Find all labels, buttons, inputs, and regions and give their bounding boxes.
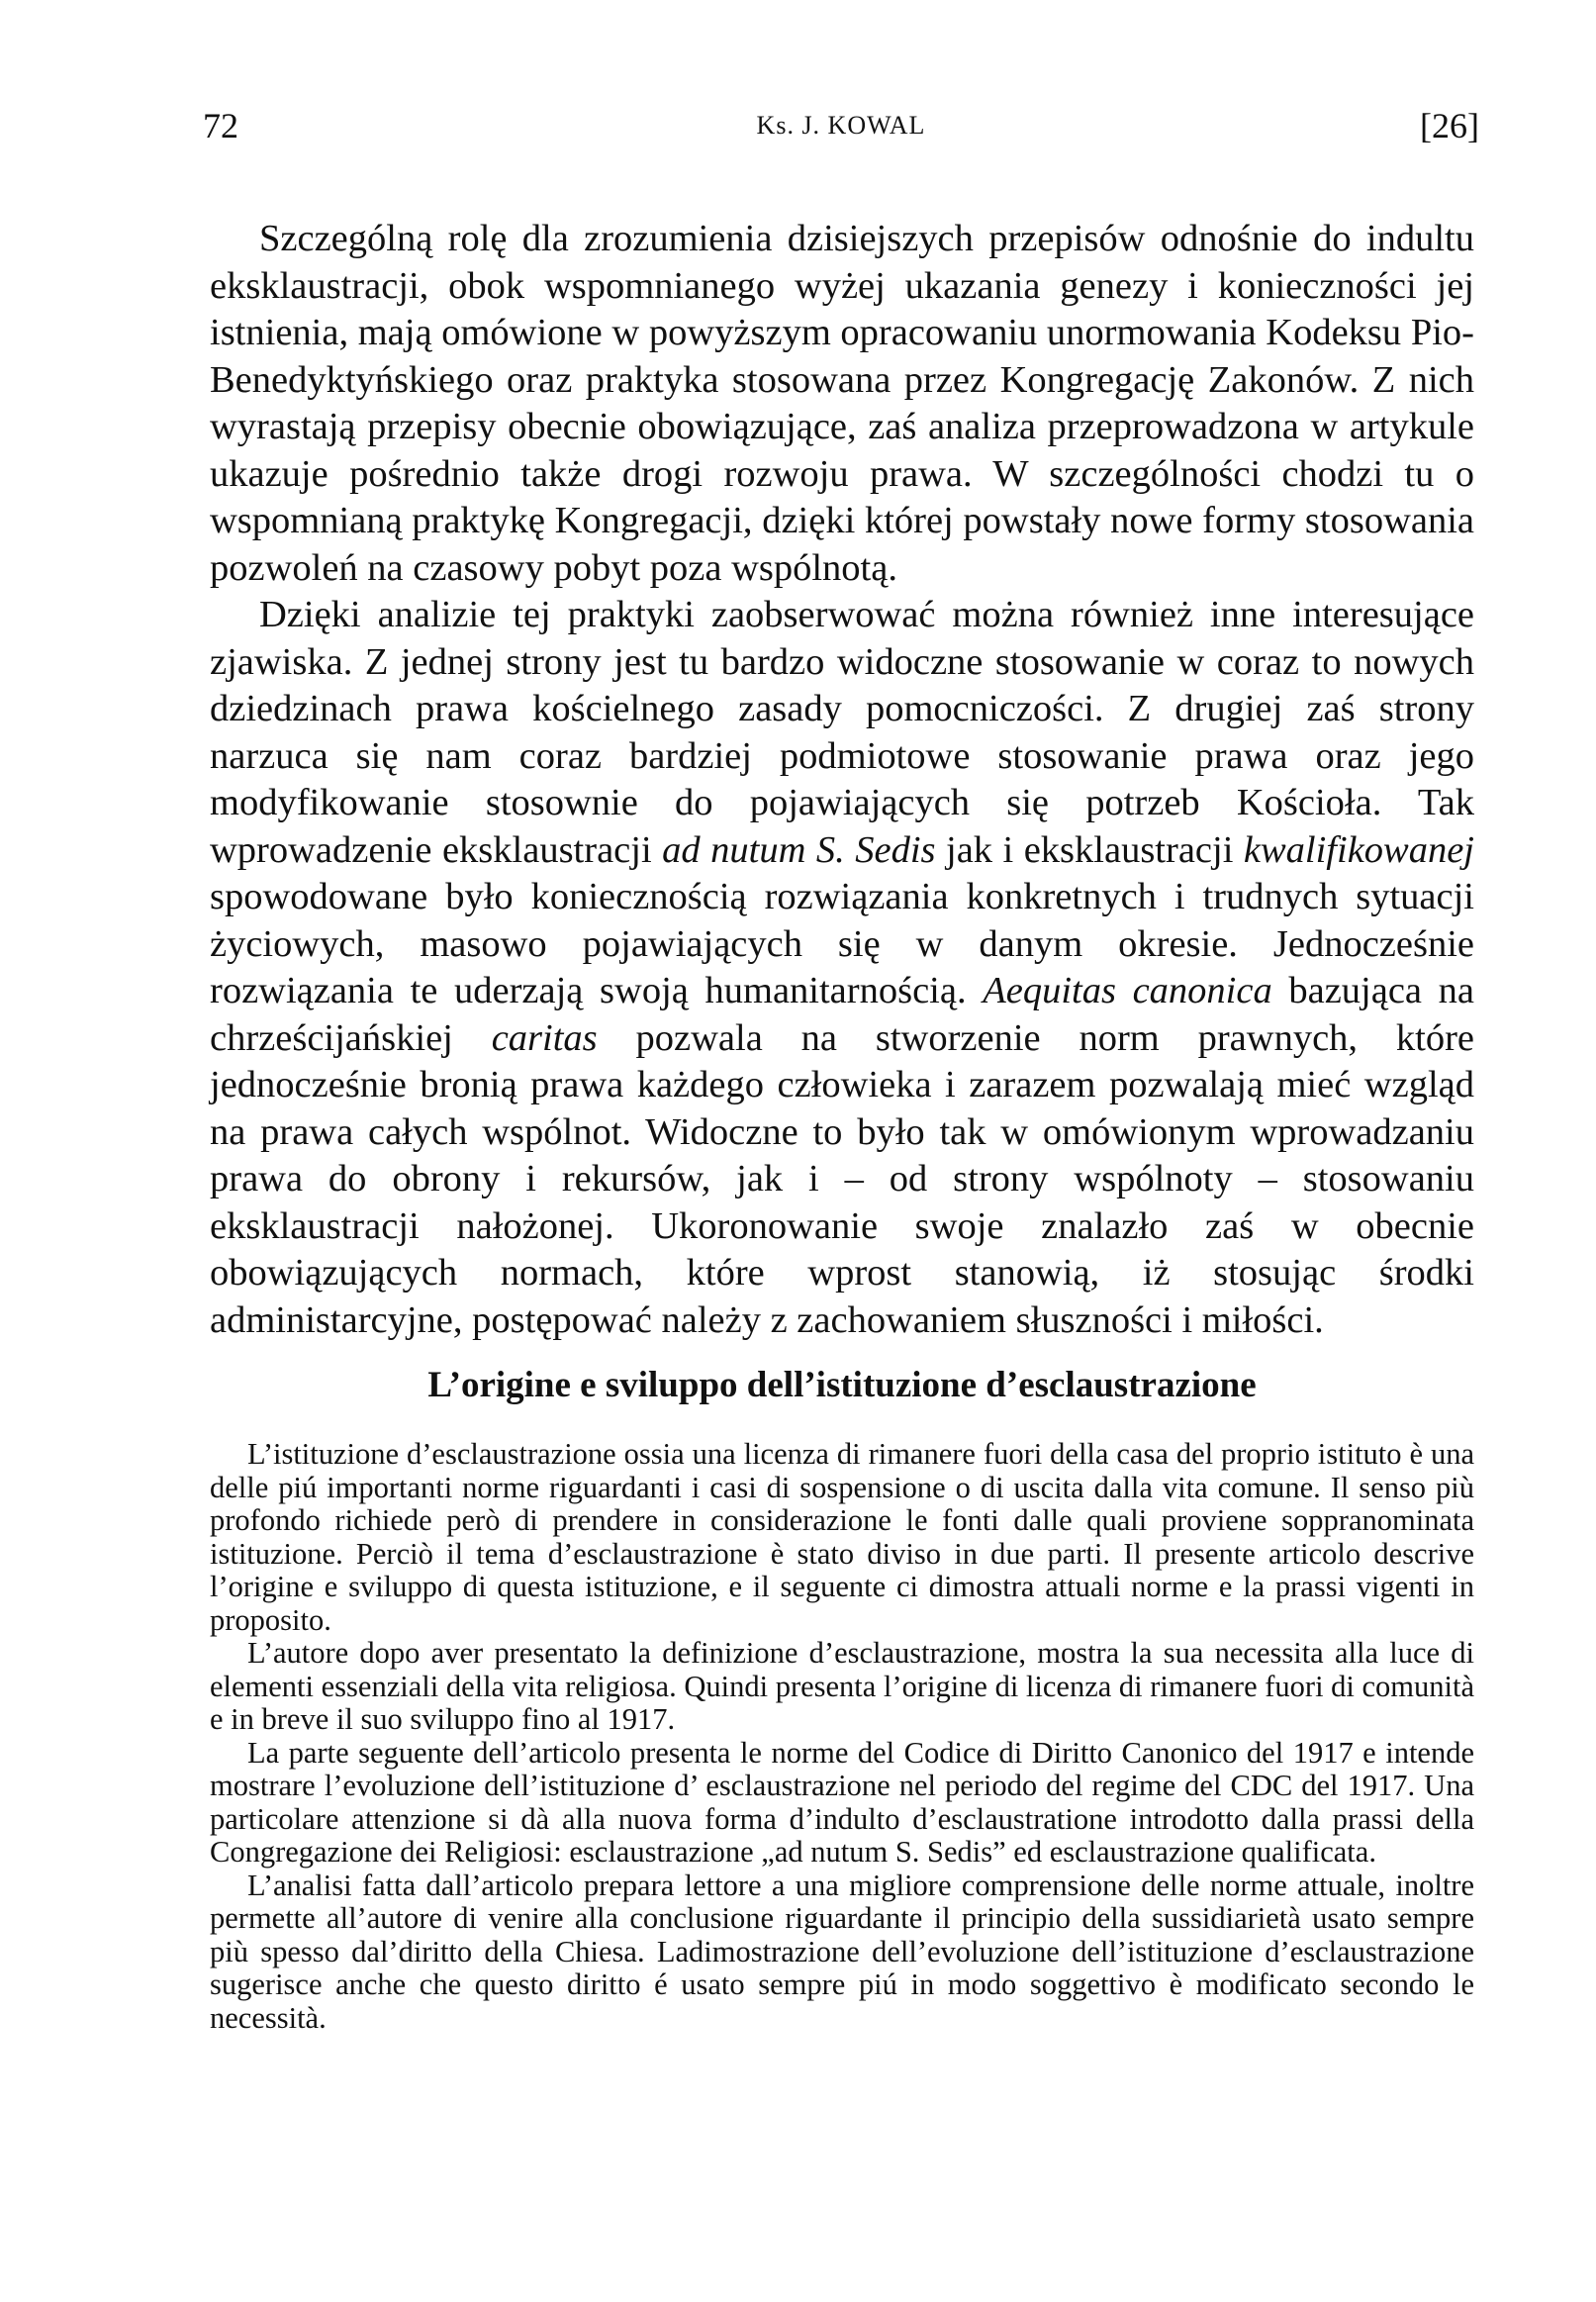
summary-title: L’origine e sviluppo dell’istituzione d’esclaustrazione [427,1365,1257,1405]
body-paragraph-2-text-1: Dzięki analizie tej praktyki zaobserwować można również inne interesujące zjawiska. Z jednej strony jest tu bardzo widoczne stosowanie w coraz to nowych dziedzinach prawa kościelnego zasady pomocniczości. Z drugiej zaś strony narzuca się nam coraz bardziej podmiotowe stosowanie prawa oraz jego modyfikowanie stosownie do pojawiających się potrzeb Kościoła. Tak wprowadzenie eksklaustracji [210,594,1474,871]
italic-aequitas-canonica: Aequitas canonica [983,970,1272,1011]
body-paragraph-1: Szczególną rolę dla zrozumienia dzisiejszych przepisów odnośnie do indultu eksklaustracji, obok wspomnianego wyżej ukazania genezy i konieczności jej istnienia, mają omówione w powyższym opracowaniu unormowania Kodeksu Pio-Benedyktyńskiego oraz praktyka stosowana przez Kongregację Zakonów. Z nich wyrastają przepisy obecnie obowiązujące, zaś analiza przeprowadzona w artykule ukazuje pośrednio także drogi rozwoju prawa. W szczególności chodzi tu o wspomnianą praktykę Kongregacji, dzięki której powstały nowe formy stosowania pozwoleń na czasowy pobyt poza wspólnotą. [210,218,1474,589]
body-paragraph-2-text-3: spowodowane było koniecznością rozwiązania konkretnych i trudnych sytuacji życiowych, masowo pojawiających się w danym okresie. Jednocześnie rozwiązania te uderzają swoją humanitarnością. [210,876,1474,1011]
body-paragraph-2-text-5: pozwala na stworzenie norm prawnych, które jednocześnie bronią prawa każdego człowieka i zarazem pozwalają mieć wzgląd na prawa całych wspólnot. Widoczne to było tak w omówionym wprowadzaniu prawa do obrony i rekursów, jak i – od strony wspólnoty – stosowaniu eksklaustracji nałożonej. Ukoronowanie swoje znalazło zaś w obecnie obowiązujących normach, które wprost stanowią, iż stosując środki administarcyjne, postępować należy z zachowaniem słuszności i miłości. [210,1016,1474,1341]
italic-kwalifikowanej: kwalifikowanej [1243,828,1474,871]
summary-paragraph-3: La parte seguente dell’articolo presenta le norme del Codice di Diritto Canonico del 1917 e intende mostrare l’evoluzione dell’istituzione d’ esclaustrazione nel periodo del regime del CDC del 1917. Una particolare attenzione si dà alla nuova forma d’indulto d’esclaustratione introdotto dalla prassi della Congregazione dei Religiosi: esclaustrazione „ad nutum S. Sedis” ed esclaustrazione qualificata. [210,1735,1474,1869]
running-head-author: Ks. J. KOWAL [756,111,926,140]
chapter-number: [26] [1420,106,1479,145]
body-paragraph-2-text-2: jak i eksklaustracji [935,828,1244,871]
summary-paragraph-2: L’autore dopo aver presentato la definizione d’esclaustrazione, mostra la sua necessita alla luce di elementi essenziali della vita religiosa. Quindi presenta l’origine di licenza di rimanere fuori di comunità e in breve il suo sviluppo fino al 1917. [210,1636,1475,1736]
summary-section [210,1438,1474,2035]
main-text [210,216,1474,1344]
body-paragraph-2 [210,592,1474,1344]
summary-paragraph-4: L’analisi fatta dall’articolo prepara lettore a una migliore comprensione delle norme attuale, inoltre permette all’autore di venire alla conclusione riguardante il principio della sussidiarietà usato sempre più spesso dal’diritto della Chiesa. Ladimostrazione dell’evoluzione dell’istituzione d’esclaustrazione sugerisce anche che questo diritto é usato sempre piú in modo soggettivo è modificato secondo le necessità. [210,1868,1474,2035]
italic-ad-nutum: ad nutum S. Sedis [662,828,936,871]
body-paragraph-2-text-4: bazująca na chrześcijańskiej [210,970,1474,1059]
italic-caritas: caritas [491,1016,598,1059]
page-number: 72 [203,106,238,145]
running-head [203,101,1479,150]
summary-paragraph-1: L’istituzione d’esclaustrazione ossia una licenza di rimanere fuori della casa del proprio istituto è una delle piú importanti norme riguardanti i casi di sospensione o di uscita dalla vita comune. Il senso più profondo richiede però di prendere in considerazione le fonti dalle quali proviene soppranominata istituzione. Perciò il tema d’esclaustrazione è stato diviso in due parti. Il presente articolo descrive l’origine e sviluppo di questa istituzione, e il seguente ci dimostra attuali norme e la prassi vigenti in proposito. [210,1437,1474,1637]
